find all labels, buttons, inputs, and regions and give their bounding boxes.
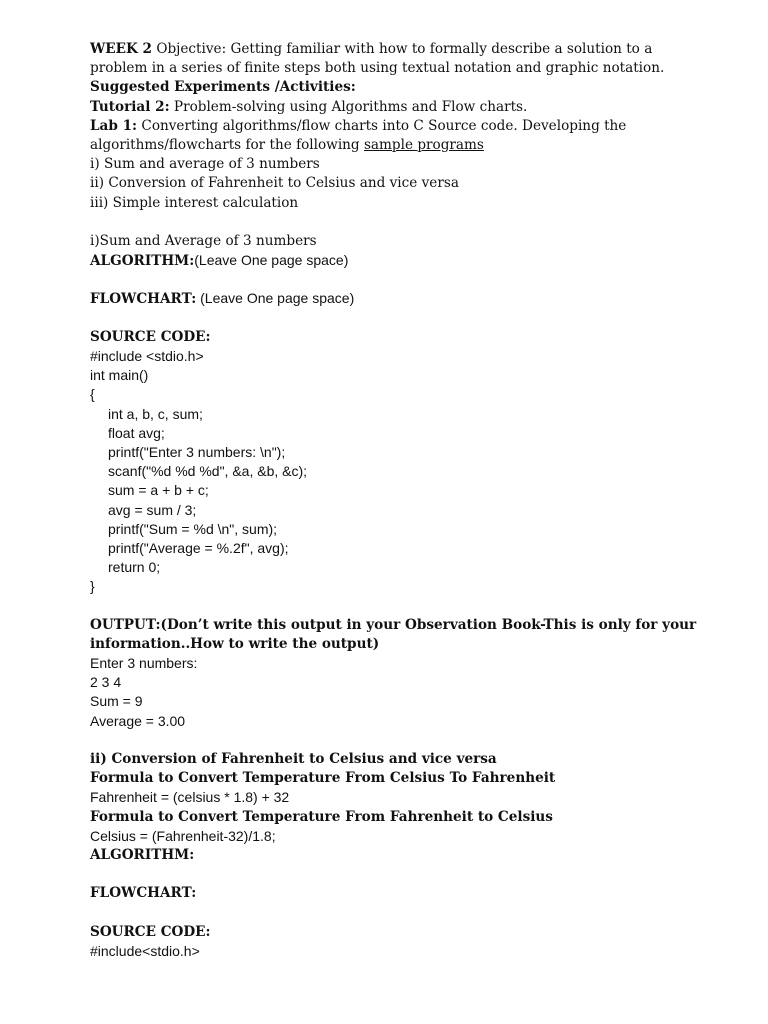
output-line: Enter 3 numbers: (90, 655, 198, 671)
formula1-label: Formula to Convert Temperature From Celsius To Fahrenheit (90, 770, 556, 787)
algorithm-label: ALGORITHM: (90, 253, 195, 270)
sample-programs-link[interactable]: sample programs (363, 136, 484, 153)
spacer (90, 270, 690, 289)
code-line: sum = a + b + c; (108, 482, 209, 499)
code-line: int main() (90, 367, 149, 384)
output-heading-1: OUTPUT:(Don’t write this output in your Observation Book-This is only for your (90, 616, 697, 633)
code-line: float avg; (108, 424, 165, 441)
spacer (90, 865, 690, 884)
lab-line-2 (90, 136, 690, 155)
lab-text-1: Converting algorithms/flow charts into C Source code. Developing the (137, 117, 627, 134)
program-item: ii) Conversion of Fahrenheit to Celsius and vice versa (90, 175, 459, 192)
output-line: 2 3 4 (90, 674, 122, 691)
code-line: scanf("%d %d %d", &a, &b, &c); (108, 463, 308, 480)
section2-source-label: SOURCE CODE: (90, 923, 211, 940)
code-line: { (90, 386, 95, 403)
spacer (90, 903, 690, 922)
formula2-label: Formula to Convert Temperature From Fahrenheit to Celsius (90, 808, 553, 825)
code-line: int a, b, c, sum; (108, 405, 203, 422)
code-line: printf("Enter 3 numbers: \n"); (108, 443, 286, 460)
spacer (90, 596, 690, 615)
objective-line-1 (90, 40, 690, 59)
formula1: Fahrenheit = (celsius * 1.8) + 32 (90, 789, 290, 806)
code-line: #include <stdio.h> (90, 348, 204, 364)
section1-flowchart-line (90, 289, 690, 308)
lab-text-2: algorithms/flowcharts for the following (90, 136, 364, 153)
document-page (90, 40, 697, 961)
section2-algorithm-label: ALGORITHM: (90, 846, 195, 863)
algorithm-note: (Leave One page space) (194, 252, 349, 269)
code-line: printf("Average = %.2f", avg); (108, 539, 289, 556)
spacer (90, 309, 690, 328)
section2-flowchart-label: FLOWCHART: (90, 885, 197, 902)
formula2: Celsius = (Fahrenheit-32)/1.8; (90, 827, 276, 844)
spacer (90, 731, 690, 750)
suggested-heading: Suggested Experiments /Activities: (90, 79, 356, 96)
objective-text-1: Objective: Getting familiar with how to formally describe a solution to a (152, 41, 653, 57)
program-item: i) Sum and average of 3 numbers (90, 156, 320, 173)
lab-line-1 (90, 117, 690, 136)
output-line: Sum = 9 (90, 693, 143, 710)
code-line: #include<stdio.h> (90, 942, 200, 959)
section1-algorithm-line (90, 251, 690, 270)
output-heading-2: information..How to write the output) (90, 635, 380, 652)
section1-title: i)Sum and Average of 3 numbers (90, 232, 317, 249)
output-line: Average = 3.00 (90, 712, 186, 729)
tutorial-text: Problem-solving using Algorithms and Flow charts. (169, 98, 528, 115)
tutorial-line (90, 98, 690, 117)
flowchart-note: (Leave One page space) (196, 290, 355, 307)
flowchart-label: FLOWCHART: (90, 291, 197, 308)
objective-line-2: problem in a series of finite steps both using textual notation and graphic notation. (90, 60, 665, 77)
program-item: iii) Simple interest calculation (90, 194, 299, 211)
section1-source-label: SOURCE CODE: (90, 328, 211, 345)
spacer (90, 213, 690, 232)
code-line: return 0; (108, 559, 161, 576)
week-label: WEEK 2 (90, 41, 152, 57)
tutorial-label: Tutorial 2: (90, 98, 170, 115)
code-line: avg = sum / 3; (108, 501, 197, 518)
code-line: } (90, 578, 95, 595)
section2-title: ii) Conversion of Fahrenheit to Celsius and vice versa (90, 750, 497, 767)
lab-label: Lab 1: (90, 117, 138, 134)
code-line: printf("Sum = %d \n", sum); (108, 520, 278, 537)
